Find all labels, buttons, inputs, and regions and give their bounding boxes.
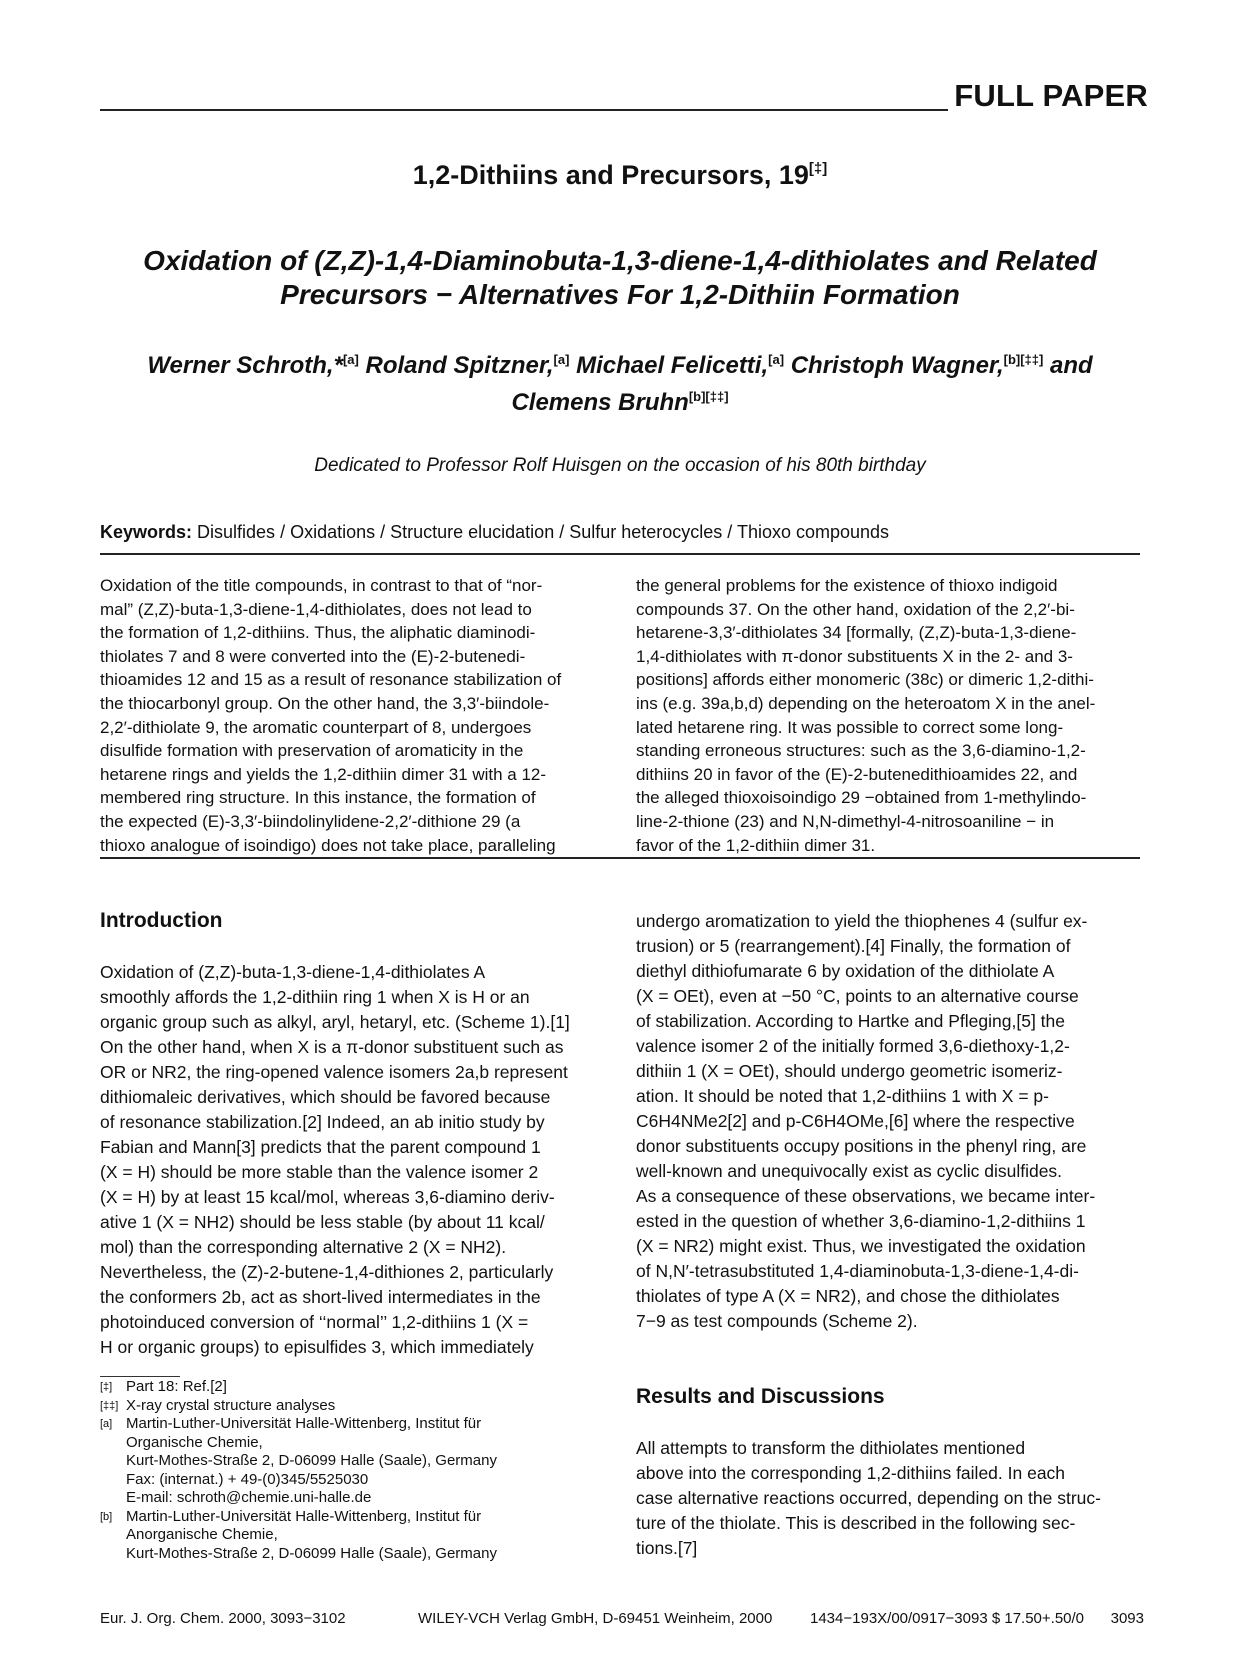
footnote-cont: Organische Chemie, bbox=[126, 1433, 263, 1451]
series-title-text: 1,2-Dithiins and Precursors, 19 bbox=[412, 160, 809, 190]
header-rule bbox=[100, 109, 948, 111]
footnote: [b] Martin-Luther-Universität Halle-Wittenberg, Institut für bbox=[100, 1507, 482, 1525]
footnote-cont: Anorganische Chemie, bbox=[126, 1526, 278, 1543]
title-line: Precursors − Alternatives For 1,2-Dithiin Formation bbox=[280, 279, 960, 310]
abstract-right-column: the general problems for the existence of thioxo indigoid compounds 37. On the other hand, oxidation of the 2,2′-bi- hetarene-3,3′-dithiolates 34 [formally, (Z,Z)-buta-1,3-diene- 1,4-dithiolates with π-donor substituents X in the 2- and 3- positions] affords either monomeric (38c) or dimeric 1,2-dithi- ins (e.g. 39a,b,d) depending on the heteroatom X in the anel- lated hetarene ring. It was possible to correct some long- standing erroneous structures: such as the 3,6-diamino-1,2- dithiins 20 in favor of the (E)-2-butenedithioamides 22, and the alleged thioxoisoindigo 29 −obtained from 1-methylindo- line-2-thione (23) and N,N-dimethyl-4-nitrosoaniline − in favor of the 1,2-dithiin dimer 31. bbox=[636, 576, 1096, 855]
keywords-text: Disulfides / Oxidations / Structure elucidation / Sulfur heterocycles / Thioxo compounds bbox=[192, 522, 890, 542]
footnote: [a] Martin-Luther-Universität Halle-Wittenberg, Institut für bbox=[100, 1415, 482, 1432]
dedication: Dedicated to Professor Rolf Huisgen on the occasion of his 80th birthday bbox=[314, 455, 926, 476]
series-title bbox=[0, 160, 1240, 191]
footer-journal: Eur. J. Org. Chem. 2000, 3093−3102 bbox=[100, 1610, 346, 1627]
section-label: FULL PAPER bbox=[954, 78, 1148, 113]
introduction-heading: Introduction bbox=[100, 909, 223, 932]
footnote: [‡] Part 18: Ref.[2] bbox=[100, 1378, 227, 1395]
footer-publisher: WILEY-VCH Verlag GmbH, D-69451 Weinheim, 2000 bbox=[418, 1610, 773, 1627]
footer-price-code: 1434−193X/00/0917−3093 $ 17.50+.50/0 bbox=[810, 1610, 1085, 1627]
footnote: [‡‡] X-ray crystal structure analyses bbox=[100, 1396, 336, 1414]
footnote-cont: Kurt-Mothes-Straße 2, D-06099 Halle (Saale), Germany bbox=[126, 1452, 497, 1469]
author-line-2: Clemens Bruhn[b][‡‡] bbox=[511, 389, 729, 416]
article-title bbox=[100, 244, 1140, 312]
results-text: All attempts to transform the dithiolates mentioned above into the corresponding 1,2-dithiins failed. In each case alternative reactions occurred, depending on the struc- ture of the thiolate. This is described in the following sec- tions.[7] bbox=[636, 1438, 1101, 1558]
author-list bbox=[100, 344, 1140, 418]
keywords-label: Keywords: bbox=[100, 522, 193, 542]
footnote-cont: Kurt-Mothes-Straße 2, D-06099 Halle (Saale), Germany bbox=[126, 1544, 497, 1562]
footnote-rule bbox=[100, 1376, 180, 1377]
footnote-cont: E-mail: schroth@chemie.uni-halle.de bbox=[126, 1489, 372, 1506]
abstract-left-column: Oxidation of the title compounds, in contrast to that of “nor- mal” (Z,Z)-buta-1,3-diene-1,4-dithiolates, does not lead to the formation of 1,2-dithiins. Thus, the aliphatic diaminodi- thiolates 7 and 8 were converted into the (E)-2-butenedi- thioamides 12 and 15 as a result of resonance stabilization of the thiocarbonyl group. On the other hand, the 3,3′-biindole- 2,2′-dithiolate 9, the aromatic counterpart of 8, undergoes disulfide formation with preservation of aromaticity in the hetarene rings and yields the 1,2-dithiin dimer 31 with a 12- membered ring structure. In this instance, the formation of the expected (E)-3,3′-biindolinylidene-2,2′-dithione 29 (a thioxo analogue of isoindigo) does not take place, paralleling bbox=[100, 576, 562, 855]
abstract-bottom-rule bbox=[100, 857, 1140, 859]
page-number: 3093 bbox=[1110, 1610, 1144, 1627]
results-heading: Results and Discussions bbox=[636, 1385, 885, 1408]
keywords bbox=[100, 522, 889, 543]
title-line: Oxidation of (Z,Z)-1,4-Diaminobuta-1,3-diene-1,4-dithiolates and Related bbox=[143, 245, 1097, 276]
author-line-1: Werner Schroth,*[a] Roland Spitzner,[a] Michael Felicetti,[a] Christoph Wagner,[b][‡‡] and bbox=[147, 352, 1093, 379]
footnote-cont: Fax: (internat.) + 49-(0)345/5525030 bbox=[126, 1470, 369, 1488]
footnotes bbox=[100, 1378, 497, 1563]
introduction-left-column: Oxidation of (Z,Z)-buta-1,3-diene-1,4-dithiolates A smoothly affords the 1,2-dithiin ring 1 when X is H or an organic group such as alkyl, aryl, hetaryl, etc. (Scheme 1).[1] On the other hand, when X is a π-donor substituent such as OR or NR2, the ring-opened valence isomers 2a,b represent dithiomaleic derivatives, which should be favored because of resonance stabilization.[2] Indeed, an ab initio study by Fabian and Mann[3] predicts that the parent compound 1 (X = H) should be more stable than the valence isomer 2 (X = H) by at least 15 kcal/mol, whereas 3,6-diamino deriv- ative 1 (X = NH2) should be less stable (by about 11 kcal/ mol) than the corresponding alternative 2 (X = NH2). Nevertheless, the (Z)-2-butene-1,4-dithiones 2, particularly the conformers 2b, act as short-lived intermediates in the photoinduced conversion of ‘‘normal’’ 1,2-dithiins 1 (X = H or organic groups) to episulfides 3, which immediately bbox=[100, 962, 570, 1357]
abstract-top-rule bbox=[100, 553, 1140, 555]
introduction-right-column: undergo aromatization to yield the thiophenes 4 (sulfur ex- trusion) or 5 (rearrangement).[4] Finally, the formation of diethyl dithiofumarate 6 by oxidation of the dithiolate A (X = OEt), even at −50 °C, points to an alternative course of stabilization. According to Hartke and Pfleging,[5] the valence isomer 2 of the initially formed 3,6-diethoxy-1,2- dithiin 1 (X = OEt), should undergo geometric isomeriz- ation. It should be noted that 1,2-dithiins 1 with X = p- C6H4NMe2[2] and p-C6H4OMe,[6] where the respective donor substituents occupy positions in the phenyl ring, are well-known and unequivocally exist as cyclic disulfides. As a consequence of these observations, we became inter- ested in the question of whether 3,6-diamino-1,2-dithiins 1 (X = NR2) might exist. Thus, we investigated the oxidation of N,N′-tetrasubstituted 1,4-diaminobuta-1,3-diene-1,4-di- thiolates of type A (X = NR2), and chose the dithiolates 7−9 as test compounds (Scheme 2). bbox=[636, 911, 1096, 1331]
series-title-mark: [‡] bbox=[808, 160, 828, 177]
